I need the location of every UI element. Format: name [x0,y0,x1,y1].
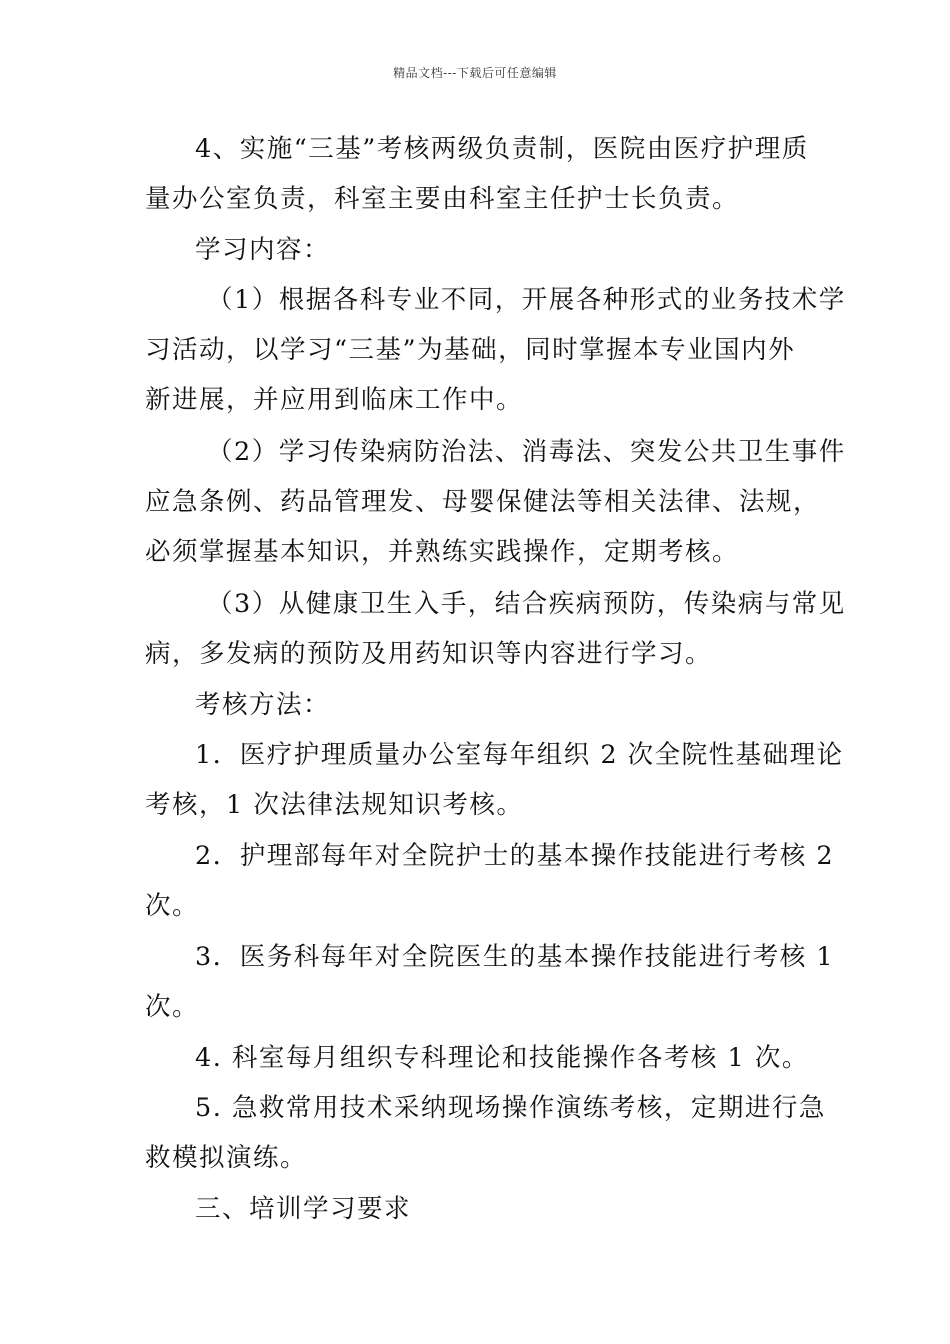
paragraph-line: （1）根据各科专业不同，开展各种形式的业务技术学 [207,285,846,315]
paragraph [145,1184,807,1234]
paragraph [145,275,846,425]
paragraph [145,1083,826,1183]
paragraph-line: 救模拟演练。 [145,1143,308,1173]
paragraph-line: （3）从健康卫生入手，结合疾病预防，传染病与常见 [207,589,846,619]
paragraph-line: 三、培训学习要求 [195,1194,412,1224]
paragraph-line: 1．医疗护理质量办公室每年组织 2 次全院性基础理论 [195,740,844,770]
paragraph-line: 必须掌握基本知识，并熟练实践操作，定期考核。 [145,537,740,567]
paragraph [145,831,835,931]
paragraph-line: 量办公室负责，科室主要由科室主任护士长负责。 [145,184,740,214]
paragraph [145,1033,807,1083]
paragraph [145,579,846,679]
paragraph-line: 应急条例、药品管理发、母婴保健法等相关法律、法规， [145,487,821,517]
paragraph [145,225,807,275]
paragraph-line: （2）学习传染病防治法、消毒法、突发公共卫生事件 [207,437,846,467]
paragraph-line: 新进展，并应用到临床工作中。 [145,385,524,415]
paragraph-line: 学习内容： [195,235,331,265]
paragraph [145,124,807,224]
paragraph-line: 3．医务科每年对全院医生的基本操作技能进行考核 1 [195,942,835,972]
paragraph-line: 考核，1 次法律法规知识考核。 [145,790,524,820]
paragraph [145,680,807,730]
paragraph-line: 习活动，以学习“三基”为基础，同时掌握本专业国内外 [145,335,796,365]
page-header: 精品文档---下载后可任意编辑 [393,66,557,80]
paragraph-line: 2．护理部每年对全院护士的基本操作技能进行考核 2 [195,841,835,871]
paragraph [145,427,846,577]
paragraph [145,730,844,830]
paragraph-line: 考核方法： [195,690,331,720]
paragraph-line: 5. 急救常用技术采纳现场操作演练考核，定期进行急 [195,1093,826,1123]
paragraph-line: 病，多发病的预防及用药知识等内容进行学习。 [145,639,713,669]
paragraph-line: 4. 科室每月组织专科理论和技能操作各考核 1 次。 [195,1043,809,1073]
paragraph-line: 4、实施“三基”考核两级负责制，医院由医疗护理质 [195,134,809,164]
paragraph-line: 次。 [145,891,200,921]
paragraph [145,932,835,1032]
paragraph-line: 次。 [145,992,200,1022]
